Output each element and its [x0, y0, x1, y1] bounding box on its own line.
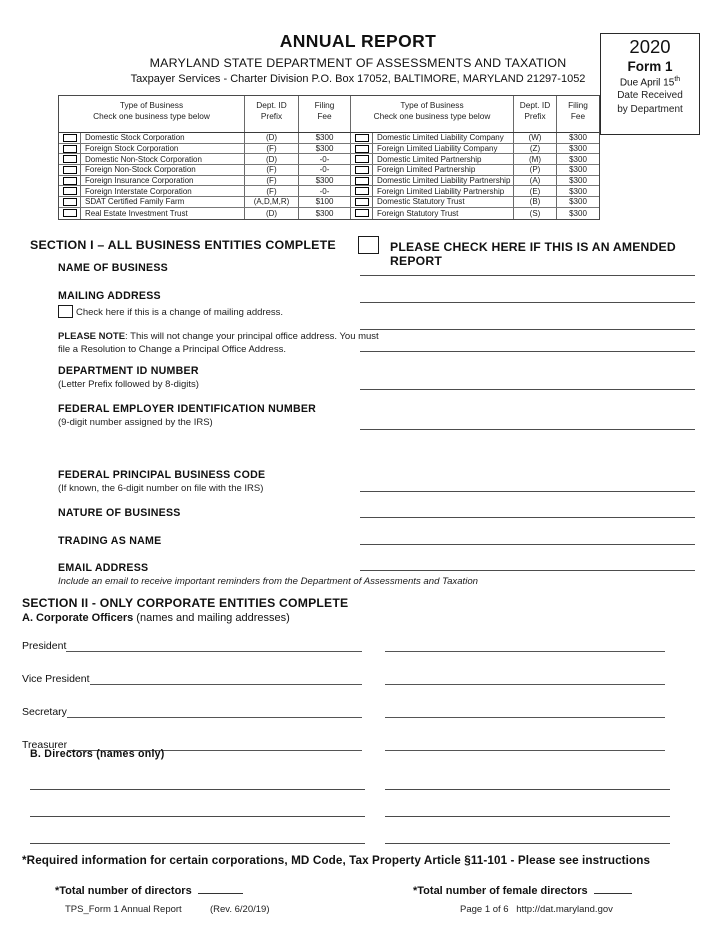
type-header-line1: Type of Business	[119, 100, 184, 110]
please-note-bold: PLEASE NOTE	[58, 331, 126, 342]
dept-id-prefix-right: (P)	[514, 165, 557, 175]
business-type-row	[59, 133, 599, 144]
mailing-address-label: MAILING ADDRESS	[58, 290, 161, 302]
type-of-business-header-right	[351, 96, 514, 132]
director-name-line[interactable]	[385, 830, 670, 844]
filing-fee-right: $300	[569, 165, 587, 175]
email-address-hint: Include an email to receive important reminders from the Department of Assessments and Taxation	[58, 576, 479, 587]
dept-id-prefix-left: (A,D,M,R)	[245, 197, 299, 207]
mailing-address-line-1[interactable]	[360, 290, 695, 303]
due-date	[601, 76, 699, 88]
total-female-directors-blank[interactable]	[594, 883, 632, 894]
business-type-checkbox-left[interactable]	[59, 176, 81, 186]
footer-doc-name: TPS_Form 1 Annual Report	[65, 904, 182, 915]
director-name-line[interactable]	[385, 803, 670, 817]
director-row	[30, 803, 670, 817]
change-of-address-label: Check here if this is a change of mailing address.	[76, 307, 283, 318]
officer-address-line[interactable]	[385, 738, 665, 751]
officer-address-line[interactable]	[385, 672, 665, 685]
footer-revision: (Rev. 6/20/19)	[210, 904, 270, 915]
business-type-checkbox-right[interactable]	[351, 154, 373, 164]
business-type-checkbox-right[interactable]	[351, 133, 373, 143]
officer-label: Treasurer	[22, 738, 68, 751]
mailing-address-line-3[interactable]	[360, 339, 695, 352]
corporate-officers-bold: A. Corporate Officers	[22, 612, 134, 624]
business-type-name-right: Foreign Limited Partnership	[373, 165, 514, 175]
officer-label: President	[22, 639, 67, 652]
officer-label: Secretary	[22, 705, 67, 718]
department-address: Taxpayer Services - Charter Division P.O. Box 17052, BALTIMORE, MARYLAND 21297-1052	[130, 73, 586, 85]
type-header-line2: Check one business type below	[93, 110, 210, 121]
dept-id-prefix-right: (S)	[514, 208, 557, 219]
checkbox-icon[interactable]	[63, 209, 77, 217]
total-female-directors	[413, 883, 632, 897]
dept-id-prefix-left: (D)	[245, 208, 299, 219]
business-type-row	[59, 197, 599, 208]
checkbox-icon[interactable]	[355, 177, 369, 185]
total-directors-blank[interactable]	[198, 883, 243, 894]
footer-page-info	[460, 904, 613, 915]
business-type-name-right: Domestic Limited Liability Partnership	[373, 176, 514, 186]
department-id-line[interactable]	[360, 377, 695, 390]
mailing-address-line-2[interactable]	[360, 317, 695, 330]
checkbox-icon[interactable]	[355, 134, 369, 142]
dept-header-line1: Dept. ID	[256, 100, 287, 110]
officer-left-group	[22, 672, 362, 685]
director-row	[30, 830, 670, 844]
page-title: ANNUAL REPORT	[279, 31, 437, 51]
federal-principal-business-code-line[interactable]	[360, 479, 695, 492]
dept-id-prefix-left: (F)	[245, 186, 299, 196]
officer-left-group	[22, 639, 362, 652]
director-name-line[interactable]	[30, 776, 365, 790]
due-date-ordinal: th	[674, 76, 681, 83]
form-number: Form 1	[627, 59, 673, 74]
type-header-line2: Check one business type below	[373, 110, 491, 121]
email-address-line[interactable]	[360, 558, 695, 571]
filing-fee-left: -0-	[299, 154, 351, 164]
business-type-table	[58, 95, 600, 220]
fee-header-line2: Fee	[317, 110, 332, 121]
department-name: MARYLAND STATE DEPARTMENT OF ASSESSMENTS AND TAXATION	[149, 56, 567, 70]
filing-fee-left: $300	[299, 208, 351, 219]
directors-subheading: B. Directors (names only)	[30, 748, 165, 760]
fein-label: FEDERAL EMPLOYER IDENTIFICATION NUMBER	[58, 403, 317, 415]
filing-fee-left: $300	[299, 133, 351, 143]
date-received-label	[601, 89, 699, 115]
filing-fee-header-right	[557, 96, 599, 132]
business-type-name-left: Domestic Stock Corporation	[81, 133, 245, 143]
business-type-row	[59, 208, 599, 219]
amended-report-label: PLEASE CHECK HERE IF THIS IS AN AMENDED REPORT	[390, 240, 676, 268]
name-of-business-label: NAME OF BUSINESS	[58, 262, 168, 274]
date-received-line1: Date Received	[617, 90, 683, 102]
officer-row	[22, 671, 665, 685]
dept-id-prefix-left: (F)	[245, 176, 299, 186]
business-type-checkbox-right[interactable]	[351, 197, 373, 207]
department-id-hint: (Letter Prefix followed by 8-digits)	[58, 379, 199, 390]
fee-header-line1: Filing	[314, 100, 335, 110]
officer-left-group	[22, 705, 362, 718]
please-note-text	[58, 330, 390, 357]
officer-name-line[interactable]	[66, 639, 362, 652]
business-type-name-left: Domestic Non-Stock Corporation	[81, 154, 245, 164]
dept-header-line2: Prefix	[260, 110, 283, 121]
trading-as-name-label: TRADING AS NAME	[58, 535, 162, 547]
section2-heading: SECTION II - ONLY CORPORATE ENTITIES COMPLETE	[22, 596, 349, 610]
please-note-rest: : This will not change your principal office address. You must file a Resolution to Change a Principal Office Address.	[58, 331, 379, 356]
total-directors-label: *Total number of directors	[55, 885, 192, 897]
type-header-line1: Type of Business	[400, 100, 464, 110]
dept-id-prefix-right: (E)	[514, 186, 557, 196]
filing-fee-right: $300	[569, 144, 587, 154]
business-type-name-left: Foreign Insurance Corporation	[81, 176, 245, 186]
business-type-checkbox-left[interactable]	[59, 186, 81, 196]
business-type-name-right: Domestic Statutory Trust	[373, 197, 514, 207]
amended-report-checkbox[interactable]	[358, 236, 379, 254]
filing-fee-right: $300	[569, 154, 587, 164]
fein-hint: (9-digit number assigned by the IRS)	[58, 417, 213, 428]
filing-fee-left: $300	[299, 144, 351, 154]
business-type-checkbox-left[interactable]	[59, 165, 81, 175]
checkbox-icon[interactable]	[63, 134, 77, 142]
federal-principal-business-code-label: FEDERAL PRINCIPAL BUSINESS CODE	[58, 469, 266, 481]
filing-fee-header-left	[299, 96, 351, 132]
dept-id-prefix-left: (D)	[245, 133, 299, 143]
filing-fee-right: $300	[569, 197, 587, 207]
nature-of-business-line[interactable]	[360, 505, 695, 518]
dept-id-prefix-right: (W)	[514, 133, 557, 143]
officer-row	[22, 638, 665, 652]
business-type-name-right: Foreign Statutory Trust	[373, 208, 514, 219]
name-of-business-line[interactable]	[360, 263, 695, 276]
business-type-checkbox-right[interactable]	[351, 208, 373, 219]
checkbox-icon[interactable]	[355, 187, 369, 195]
business-type-name-right: Domestic Limited Liability Company	[373, 133, 514, 143]
corporate-officers-rest: (names and mailing addresses)	[133, 612, 290, 624]
filing-fee-left: $300	[299, 176, 351, 186]
total-female-directors-label: *Total number of female directors	[413, 885, 588, 897]
business-type-name-right: Foreign Limited Liability Company	[373, 144, 514, 154]
business-type-name-left: Foreign Interstate Corporation	[81, 186, 245, 196]
business-type-checkbox-right[interactable]	[351, 176, 373, 186]
section1-heading: SECTION I – ALL BUSINESS ENTITIES COMPLETE	[30, 238, 336, 252]
filing-fee-left: -0-	[299, 165, 351, 175]
dept-header-line1: Dept. ID	[519, 100, 551, 110]
business-type-table-header	[59, 96, 599, 133]
director-name-line[interactable]	[30, 803, 365, 817]
business-type-checkbox-left[interactable]	[59, 133, 81, 143]
department-id-label: DEPARTMENT ID NUMBER	[58, 365, 199, 377]
total-directors	[55, 883, 243, 897]
dept-id-prefix-header-right	[514, 96, 557, 132]
checkbox-icon[interactable]	[355, 198, 369, 206]
change-of-address-checkbox[interactable]	[58, 305, 73, 318]
director-name-line[interactable]	[30, 830, 365, 844]
business-type-name-left: Real Estate Investment Trust	[81, 208, 245, 219]
filing-fee-left: $100	[299, 197, 351, 207]
directors-list	[30, 776, 670, 857]
business-type-row	[59, 165, 599, 176]
checkbox-icon[interactable]	[355, 209, 369, 217]
business-type-name-left: Foreign Non-Stock Corporation	[81, 165, 245, 175]
filing-fee-left: -0-	[299, 186, 351, 196]
checkbox-icon[interactable]	[63, 177, 77, 185]
type-of-business-header-left	[59, 96, 245, 132]
nature-of-business-label: NATURE OF BUSINESS	[58, 507, 181, 519]
dept-id-prefix-left: (F)	[245, 144, 299, 154]
fee-header-line1: Filing	[568, 100, 588, 110]
checkbox-icon[interactable]	[63, 198, 77, 206]
email-address-label: EMAIL ADDRESS	[58, 562, 149, 574]
checkbox-icon[interactable]	[63, 187, 77, 195]
dept-id-prefix-header-left	[245, 96, 299, 132]
checkbox-icon[interactable]	[355, 155, 369, 163]
business-type-checkbox-right[interactable]	[351, 165, 373, 175]
officer-address-line[interactable]	[385, 705, 665, 718]
checkbox-icon[interactable]	[63, 145, 77, 153]
business-type-name-right: Domestic Limited Partnership	[373, 154, 514, 164]
form-year: 2020	[629, 36, 671, 57]
officer-name-line[interactable]	[90, 672, 362, 685]
filing-fee-right: $300	[569, 208, 587, 218]
director-row	[30, 776, 670, 790]
checkbox-icon[interactable]	[63, 155, 77, 163]
corporate-officers-subheading	[22, 612, 290, 624]
business-type-checkbox-left[interactable]	[59, 197, 81, 207]
dept-id-prefix-left: (F)	[245, 165, 299, 175]
dept-id-prefix-left: (D)	[245, 154, 299, 164]
business-type-row	[59, 186, 599, 197]
business-type-name-left: SDAT Certified Family Farm	[81, 197, 245, 207]
dept-id-prefix-right: (Z)	[514, 144, 557, 154]
filing-fee-right: $300	[569, 176, 587, 186]
date-received-line2: by Department	[617, 103, 683, 115]
business-type-row	[59, 144, 599, 155]
dept-id-prefix-right: (B)	[514, 197, 557, 207]
checkbox-icon[interactable]	[355, 145, 369, 153]
trading-as-name-line[interactable]	[360, 532, 695, 545]
business-type-name-right: Foreign Limited Liability Partnership	[373, 186, 514, 196]
dept-id-prefix-right: (M)	[514, 154, 557, 164]
dept-header-line2: Prefix	[524, 110, 546, 121]
officer-address-line[interactable]	[385, 639, 665, 652]
business-type-table-body	[59, 133, 599, 219]
checkbox-icon[interactable]	[355, 166, 369, 174]
federal-principal-business-code-hint: (If known, the 6-digit number on file with the IRS)	[58, 483, 264, 494]
form-info-box	[600, 33, 700, 135]
fee-header-line2: Fee	[570, 110, 586, 121]
business-type-checkbox-right[interactable]	[351, 144, 373, 154]
business-type-checkbox-right[interactable]	[351, 186, 373, 196]
footer-page-label: Page 1 of 6	[460, 904, 509, 915]
business-type-checkbox-left[interactable]	[59, 144, 81, 154]
business-type-row	[59, 176, 599, 187]
business-type-checkbox-left[interactable]	[59, 154, 81, 164]
checkbox-icon[interactable]	[63, 166, 77, 174]
filing-fee-right: $300	[569, 133, 587, 143]
officer-row	[22, 704, 665, 718]
filing-fee-right: $300	[569, 186, 587, 196]
business-type-name-left: Foreign Stock Corporation	[81, 144, 245, 154]
due-date-text: Due April 15	[619, 77, 675, 89]
director-name-line[interactable]	[385, 776, 670, 790]
business-type-row	[59, 154, 599, 165]
business-type-checkbox-left[interactable]	[59, 208, 81, 219]
required-info-note: *Required information for certain corporations, MD Code, Tax Property Article §11-101 - Please see instructions	[22, 854, 651, 867]
footer-url: http://dat.maryland.gov	[516, 904, 613, 915]
fein-line[interactable]	[360, 417, 695, 430]
officer-name-line[interactable]	[67, 705, 362, 718]
officer-label: Vice President	[22, 672, 90, 685]
dept-id-prefix-right: (A)	[514, 176, 557, 186]
